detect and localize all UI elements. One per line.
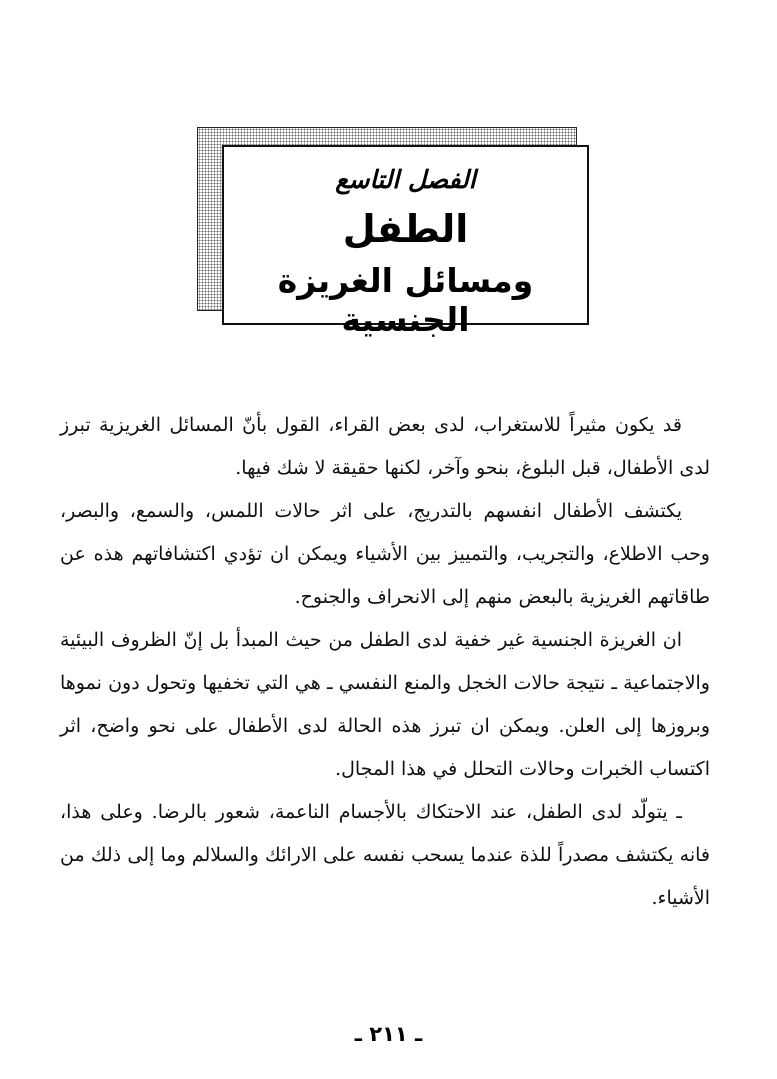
- chapter-body-text: [60, 404, 710, 920]
- page-number: ـ ٢١١ ـ: [354, 1022, 423, 1046]
- paragraph-2: يكتشف الأطفال انفسهم بالتدريج، على اثر حالات اللمس، والسمع، والبصر، وحب الاطلاع، والتجريب، والتمييز بين الأشياء ويمكن ان تؤدي اكتشافاتهم هذه عن طاقاتهم الغريزية بالبعض منهم إلى الانحراف والجنوح.: [60, 500, 710, 608]
- paragraph-1: قد يكون مثيراً للاستغراب، لدى بعض القراء، القول بأنّ المسائل الغريزية تبرز لدى الأطفال، قبل البلوغ، بنحو وآخر، لكنها حقيقة لا شك فيها.: [60, 414, 710, 479]
- paragraph-4: ـ يتولّد لدى الطفل، عند الاحتكاك بالأجسام الناعمة، شعور بالرضا. وعلى هذا، فانه يكتشف مصدراً للذة عندما يسحب نفسه على الارائك والسلالم وما إلى ذلك من الأشياء.: [60, 801, 710, 909]
- chapter-label: الفصل التاسع: [335, 165, 476, 194]
- chapter-title-line-2: ومسائل الغريزة الجنسية: [277, 261, 534, 339]
- paragraph-3: ان الغريزة الجنسية غير خفية لدى الطفل من حيث المبدأ بل إنّ الظروف البيئية والاجتماعية ـ نتيجة حالات الخجل والمنع النفسي ـ هي التي تخفيها وتحول دون نموها وبروزها إلى العلن. ويمكن ان تبرز هذه الحالة لدى الأطفال على نحو واضح، اثر اكتساب الخبرات وحالات التحلل في هذا المجال.: [60, 629, 710, 780]
- chapter-title-box: [222, 145, 589, 339]
- chapter-title-line-1: الطفل: [342, 207, 469, 251]
